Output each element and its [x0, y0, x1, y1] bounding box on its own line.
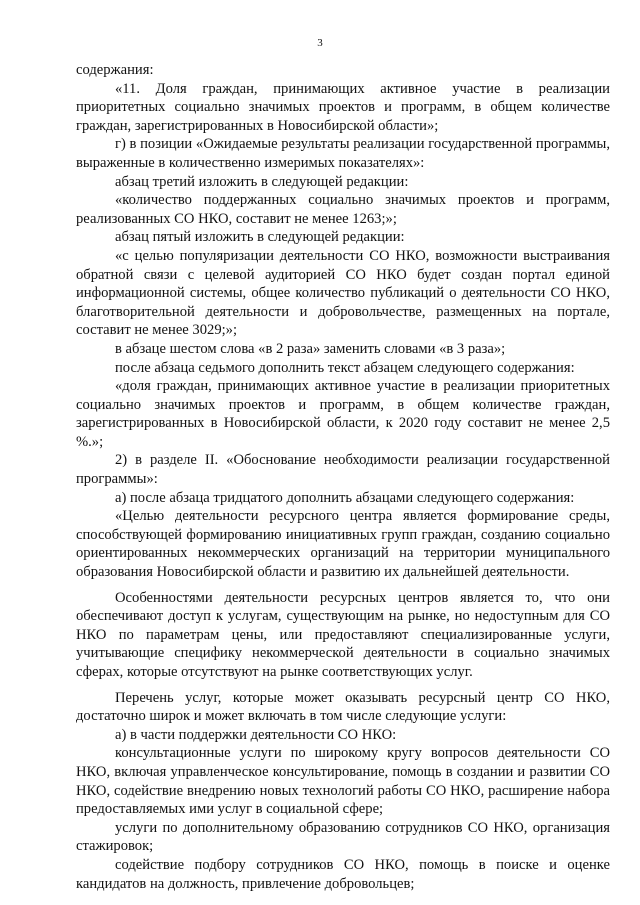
paragraph-9: после абзаца седьмого дополнить текст абзацем следующего содержания:: [115, 359, 575, 376]
paragraph-5: «количество поддержанных социально значимых проектов и программ, реализованных СО НКО, составит не менее 1263;»;: [76, 192, 610, 227]
paragraph-17: консультационные услуги по широкому кругу вопросов деятельности СО НКО, включая управленческое консультирование, помощь в создании и развитии СО НКО, содействие внедрению новых технологий работы СО НКО, расширение набора предоставляемых ими услуг в социальной сфере;: [76, 745, 610, 818]
paragraph-8: в абзаце шестом слова «в 2 раза» заменить словами «в 3 раза»;: [115, 340, 506, 357]
paragraph-6: абзац пятый изложить в следующей редакции:: [115, 229, 405, 246]
document-body: [76, 61, 610, 893]
paragraph-19: содействие подбору сотрудников СО НКО, помощь в поиске и оценке кандидатов на должность, привлечение добровольцев;: [76, 856, 610, 892]
paragraph-4: абзац третий изложить в следующей редакции:: [115, 173, 409, 190]
paragraph-11: 2) в разделе II. «Обоснование необходимости реализации государственной программы»:: [76, 452, 610, 488]
page-number: 3: [317, 37, 323, 49]
paragraph-10: «доля граждан, принимающих активное участие в реализации приоритетных социально значимых проектов и программ, в общем количестве граждан, зарегистрированных в Новосибирской области, к 2020 году составит не менее 2,5 %.»;: [76, 378, 610, 450]
paragraph-13: «Целью деятельности ресурсного центра является формирование среды, способствующей формированию инициативных групп граждан, созданию социально ориентированных некоммерческих организаций на территории муниципального образования Новосибирской области и развитию их дальнейшей деятельности.: [76, 508, 610, 581]
paragraph-14: Особенностями деятельности ресурсных центров является то, что они обеспечивают доступ к услугам, существующим на рынке, но недоступным для СО НКО по параметрам цены, или предоставляют специализированные услуги, учитывающие специфику некоммерческой деятельности в социально значимых сферах, которые отсутствуют на рынке соответствующих услуг.: [76, 589, 610, 680]
paragraph-18: услуги по дополнительному образованию сотрудников СО НКО, организация стажировок;: [76, 819, 610, 855]
paragraph-12: а) после абзаца тридцатого дополнить абзацами следующего содержания:: [115, 489, 575, 506]
paragraph-1: содержания:: [76, 62, 154, 78]
paragraph-3: г) в позиции «Ожидаемые результаты реализации государственной программы, выраженные в количественно измеримых показателях»:: [76, 136, 610, 171]
paragraph-7: «с целью популяризации деятельности СО НКО, возможности выстраивания обратной связи с целевой аудиторией СО НКО будет создан портал единой информационной системы, общее количество публикаций о деятельности СО НКО, благотворительной деятельности и добровольчестве, размещенных на портале, составит не менее 3029;»;: [76, 247, 610, 339]
paragraph-2: «11. Доля граждан, принимающих активное участие в реализации приоритетных социально значимых проектов и программ, в общем количестве граждан, зарегистрированных в Новосибирской области»;: [76, 80, 610, 134]
paragraph-15: Перечень услуг, которые может оказывать ресурсный центр СО НКО, достаточно широк и может включать в том числе следующие услуги:: [76, 689, 610, 725]
paragraph-16: а) в части поддержки деятельности СО НКО:: [115, 726, 397, 743]
